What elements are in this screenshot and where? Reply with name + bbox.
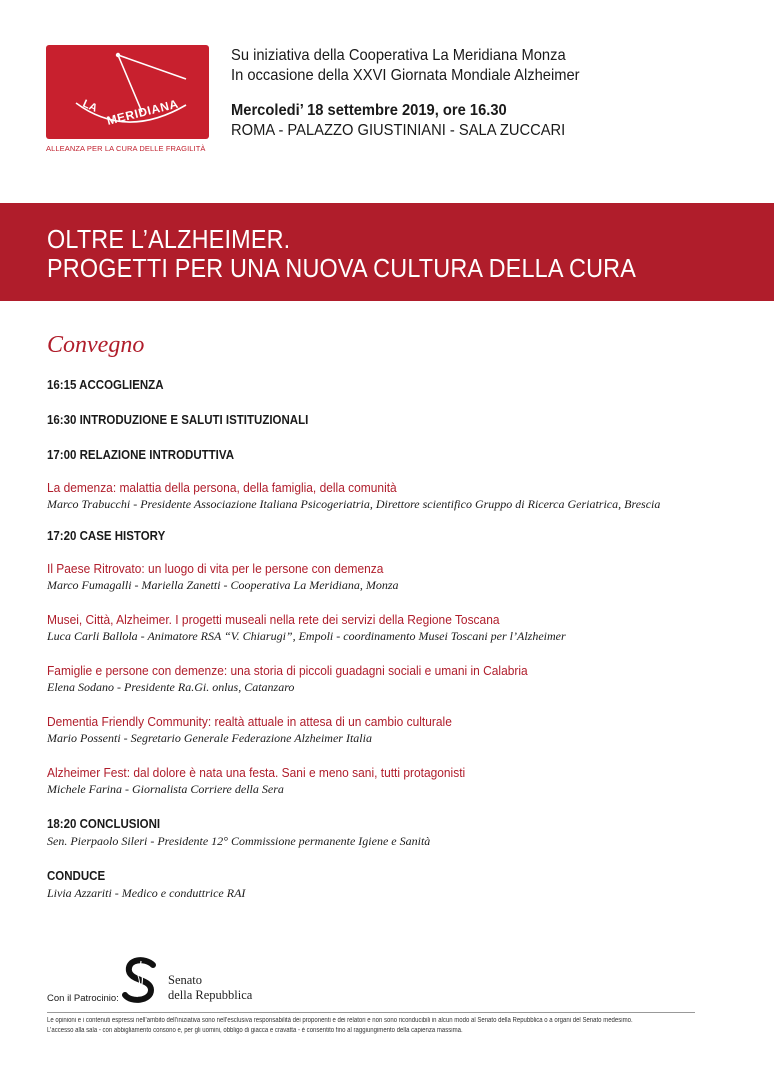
event-header — [231, 46, 751, 141]
talk-speaker: Marco Trabucchi - Presidente Associazione Italiana Psicogeriatria, Direttore scientifico Gruppo di Ricerca Geriatrica, Brescia — [47, 497, 661, 511]
talk-title: La demenza: malattia della persona, della famiglia, della comunità — [47, 480, 397, 495]
slot-conclusioni: 18:20 CONCLUSIONI — [47, 817, 161, 831]
talk-title: Musei, Città, Alzheimer. I progetti museali nella rete dei servizi della Regione Toscana — [47, 612, 500, 627]
talk-title: Alzheimer Fest: dal dolore è nata una festa. Sani e meno sani, tutti protagonisti — [47, 765, 466, 780]
talk-speaker: Luca Carli Ballola - Animatore RSA “V. Chiarugi”, Empoli - coordinamento Musei Toscani per l’Alzheimer — [47, 629, 566, 643]
slot-relazione: 17:00 RELAZIONE INTRODUTTIVA — [47, 448, 235, 462]
senato-emblem-icon — [119, 957, 163, 1003]
conclusioni-speaker: Sen. Pierpaolo Sileri - Presidente 12° Commissione permanente Igiene e Sanità — [47, 834, 431, 848]
conduce-speaker: Livia Azzariti - Medico e conduttrice RAI — [47, 886, 246, 900]
event-venue: ROMA - PALAZZO GIUSTINIANI - SALA ZUCCARI — [231, 122, 566, 139]
title-banner — [0, 203, 774, 301]
footer-divider — [47, 1012, 695, 1013]
talk-title: Dementia Friendly Community: realtà attuale in attesa di un cambio culturale — [47, 714, 452, 729]
event-date: Mercoledi’ 18 settembre 2019, ore 16.30 — [231, 102, 507, 119]
event-title-line1: OLTRE L’ALZHEIMER. — [47, 224, 291, 254]
slot-conduce: CONDUCE — [47, 869, 106, 883]
svg-text:LA: LA — [80, 97, 100, 115]
talk-speaker: Mario Possenti - Segretario Generale Federazione Alzheimer Italia — [47, 731, 372, 745]
patronage-label: Con il Patrocinio: — [47, 993, 119, 1004]
organizer-line: Su iniziativa della Cooperativa La Meridiana Monza — [231, 47, 566, 64]
patronage — [47, 957, 747, 1007]
talk-speaker: Marco Fumagalli - Mariella Zanetti - Cooperativa La Meridiana, Monza — [47, 578, 399, 592]
occasion-line: In occasione della XXVI Giornata Mondiale Alzheimer — [231, 67, 580, 84]
slot-case-history: 17:20 CASE HISTORY — [47, 529, 166, 543]
senato-name-line1: Senato — [168, 973, 203, 987]
senato-name — [168, 973, 252, 1003]
disclaimer-line1: Le opinioni e i contenuti espressi nell’ambito dell’iniziativa sono nell’esclusiva responsabilità dei proponenti e dei relatori e non sono riconducibili in alcun modo al Senato della Repubblica o a organi del Senato medesimo. — [47, 1017, 633, 1024]
talk-title: Famiglie e persone con demenze: una storia di piccoli guadagni sociali e umani in Calabria — [47, 663, 528, 678]
disclaimer — [47, 1016, 747, 1036]
talk-speaker: Michele Farina - Giornalista Corriere della Sera — [47, 782, 284, 796]
meridiana-emblem-icon — [46, 45, 209, 139]
event-title — [47, 225, 636, 283]
program-list — [47, 376, 747, 901]
slot-introduzione: 16:30 INTRODUZIONE E SALUTI ISTITUZIONALI — [47, 413, 309, 427]
disclaimer-line2: L’accesso alla sala - con abbigliamento consono e, per gli uomini, obbligo di giacca e cravatta - è consentito fino al raggiungimento della capienza massima. — [47, 1027, 463, 1034]
slot-accoglienza: 16:15 ACCOGLIENZA — [47, 378, 164, 392]
talk-title: Il Paese Ritrovato: un luogo di vita per le persone con demenza — [47, 561, 384, 576]
event-title-line2: PROGETTI PER UNA NUOVA CULTURA DELLA CURA — [47, 253, 637, 283]
talk-speaker: Elena Sodano - Presidente Ra.Gi. onlus, Catanzaro — [47, 680, 295, 694]
svg-text:MERIDIANA: MERIDIANA — [105, 96, 180, 128]
logo-tagline: ALLEANZA PER LA CURA DELLE FRAGILITÀ — [46, 144, 206, 153]
senato-name-line2: della Repubblica — [168, 988, 253, 1002]
program-heading: Convegno — [47, 332, 145, 358]
meridiana-logo — [46, 45, 209, 139]
